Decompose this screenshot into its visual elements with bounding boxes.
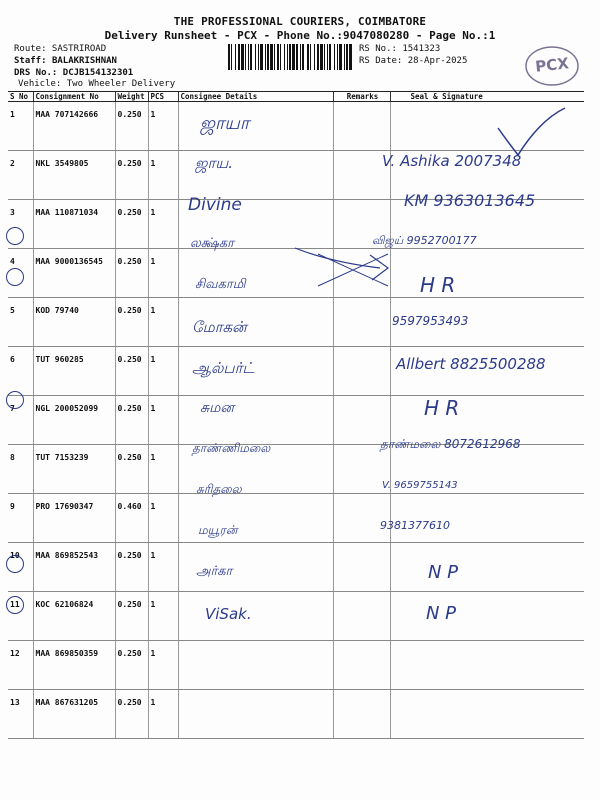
remarks-cell bbox=[333, 690, 390, 739]
sno-cell: 4 bbox=[8, 249, 33, 298]
signature-handwriting: 9381377610 bbox=[380, 519, 450, 532]
table-row bbox=[8, 543, 584, 592]
consignee-handwriting: ஜாய. bbox=[195, 154, 233, 172]
weight-cell: 0.250 bbox=[115, 445, 148, 494]
pcs-cell: 1 bbox=[148, 102, 178, 151]
signature-handwriting: H R bbox=[420, 273, 456, 297]
weight-cell: 0.250 bbox=[115, 249, 148, 298]
drs-value: DCJB154132301 bbox=[62, 68, 134, 78]
row-number-circle bbox=[6, 596, 24, 614]
table-row bbox=[8, 249, 584, 298]
consignee-handwriting: லக்ஷ்கா bbox=[190, 236, 234, 251]
remarks-cell bbox=[333, 249, 390, 298]
sno-cell: 9 bbox=[8, 494, 33, 543]
remarks-cell bbox=[333, 298, 390, 347]
vehicle-text: Vehicle: Two Wheeler Delivery bbox=[18, 79, 176, 89]
col-header-consignment: Consignment No bbox=[33, 92, 115, 102]
pcs-cell: 1 bbox=[148, 298, 178, 347]
consignee-handwriting: சுரிதலை bbox=[196, 482, 242, 496]
pcs-cell: 1 bbox=[148, 200, 178, 249]
consignee-handwriting: மயூரன் bbox=[198, 523, 238, 537]
signature-handwriting: விஜய் 9952700177 bbox=[372, 234, 477, 247]
remarks-cell bbox=[333, 102, 390, 151]
consignment-cell: MAA 9000136545 bbox=[33, 249, 115, 298]
weight-cell: 0.250 bbox=[115, 690, 148, 739]
row-number-circle bbox=[6, 555, 24, 573]
signature-handwriting: H R bbox=[424, 396, 460, 420]
weight-cell: 0.250 bbox=[115, 592, 148, 641]
runsheet-subtitle: Delivery Runsheet - PCX - Phone No.:9047080280 - Page No.:1 bbox=[104, 29, 496, 42]
weight-cell: 0.250 bbox=[115, 200, 148, 249]
staff-line bbox=[14, 55, 117, 67]
signature-handwriting: N P bbox=[426, 603, 457, 624]
consignment-cell: PRO 17690347 bbox=[33, 494, 115, 543]
signature-handwriting: V. 9659755143 bbox=[382, 480, 458, 491]
table-row bbox=[8, 641, 584, 690]
table-row bbox=[8, 102, 584, 151]
consignment-cell: MAA 867631205 bbox=[33, 690, 115, 739]
consignee-cell bbox=[178, 592, 333, 641]
consignment-cell: KOC 62106824 bbox=[33, 592, 115, 641]
signature-cell bbox=[390, 690, 584, 739]
staff-label: Staff: bbox=[14, 56, 52, 66]
signature-handwriting: V. Ashika 2007348 bbox=[382, 152, 522, 170]
pcs-cell: 1 bbox=[148, 543, 178, 592]
consignee-cell bbox=[178, 690, 333, 739]
drs-label: DRS No.: bbox=[14, 68, 63, 78]
weight-cell: 0.250 bbox=[115, 298, 148, 347]
consignment-cell: MAA 707142666 bbox=[33, 102, 115, 151]
signature-cell bbox=[390, 543, 584, 592]
signature-handwriting: 9597953493 bbox=[392, 314, 469, 328]
col-header-signature: Seal & Signature bbox=[390, 92, 584, 102]
consignment-cell: NKL 3549805 bbox=[33, 151, 115, 200]
staff-value: BALAKRISHNAN bbox=[51, 56, 117, 66]
weight-cell: 0.250 bbox=[115, 543, 148, 592]
barcode-image bbox=[228, 44, 352, 70]
table-row bbox=[8, 690, 584, 739]
sno-cell: 7 bbox=[8, 396, 33, 445]
row-number-circle bbox=[6, 391, 24, 409]
weight-cell: 0.250 bbox=[115, 151, 148, 200]
weight-cell: 0.250 bbox=[115, 347, 148, 396]
col-header-sno: S No bbox=[8, 92, 33, 102]
consignment-cell: TUT 7153239 bbox=[33, 445, 115, 494]
consignee-handwriting: ஜாயா bbox=[200, 113, 250, 134]
route-text: Route: SASTRIROAD bbox=[14, 44, 107, 54]
remarks-cell bbox=[333, 494, 390, 543]
signature-cell bbox=[390, 102, 584, 151]
signature-handwriting: தாண்மலை 8072612968 bbox=[380, 437, 521, 451]
consignment-cell: MAA 869852543 bbox=[33, 543, 115, 592]
weight-cell: 0.250 bbox=[115, 396, 148, 445]
remarks-cell bbox=[333, 641, 390, 690]
consignee-handwriting: சிவகாமி bbox=[195, 277, 246, 292]
signature-handwriting: KM 9363013645 bbox=[404, 191, 536, 210]
consignee-cell bbox=[178, 641, 333, 690]
company-title: THE PROFESSIONAL COURIERS, COIMBATORE bbox=[173, 15, 427, 28]
consignee-handwriting: ஆல்பர்ட் bbox=[192, 359, 255, 377]
stamp-label: PCX bbox=[534, 54, 570, 76]
consignee-handwriting: சுமன bbox=[200, 400, 234, 416]
remarks-cell bbox=[333, 543, 390, 592]
consignment-cell: MAA 110871034 bbox=[33, 200, 115, 249]
consignee-handwriting: Divine bbox=[188, 195, 242, 215]
sno-cell: 11 bbox=[8, 592, 33, 641]
signature-handwriting: Allbert 8825500288 bbox=[396, 355, 546, 373]
col-header-weight: Weight bbox=[115, 92, 148, 102]
consignment-table bbox=[8, 91, 584, 739]
sno-cell: 12 bbox=[8, 641, 33, 690]
consignee-handwriting: அர்கா bbox=[196, 564, 233, 579]
col-header-consignee: Consignee Details bbox=[178, 92, 333, 102]
signature-cell bbox=[390, 592, 584, 641]
consignee-handwriting: தாண்ணிமலை bbox=[192, 441, 271, 455]
sno-cell: 5 bbox=[8, 298, 33, 347]
pcs-cell: 1 bbox=[148, 445, 178, 494]
pcs-cell: 1 bbox=[148, 641, 178, 690]
remarks-cell bbox=[333, 592, 390, 641]
table-row bbox=[8, 298, 584, 347]
col-header-pcs: PCS bbox=[148, 92, 178, 102]
consignment-cell: NGL 200052099 bbox=[33, 396, 115, 445]
sno-cell: 13 bbox=[8, 690, 33, 739]
weight-cell: 0.250 bbox=[115, 102, 148, 151]
weight-cell: 0.460 bbox=[115, 494, 148, 543]
consignment-cell: KOD 79740 bbox=[33, 298, 115, 347]
sno-cell: 6 bbox=[8, 347, 33, 396]
consignee-handwriting: மோகன் bbox=[192, 318, 247, 336]
table-header-row bbox=[8, 92, 584, 102]
signature-cell bbox=[390, 494, 584, 543]
signature-handwriting: N P bbox=[428, 562, 459, 583]
sno-cell: 3 bbox=[8, 200, 33, 249]
pcs-cell: 1 bbox=[148, 249, 178, 298]
rs-date: RS Date: 28-Apr-2025 bbox=[359, 56, 468, 66]
sno-cell: 2 bbox=[8, 151, 33, 200]
weight-cell: 0.250 bbox=[115, 641, 148, 690]
sno-cell: 8 bbox=[8, 445, 33, 494]
pcs-cell: 1 bbox=[148, 690, 178, 739]
remarks-cell bbox=[333, 347, 390, 396]
pcs-cell: 1 bbox=[148, 592, 178, 641]
col-header-remarks: Remarks bbox=[333, 92, 390, 102]
pcx-stamp bbox=[523, 44, 581, 88]
signature-cell bbox=[390, 641, 584, 690]
table-row bbox=[8, 494, 584, 543]
row-number-circle bbox=[6, 227, 24, 245]
consignment-cell: TUT 960285 bbox=[33, 347, 115, 396]
pcs-cell: 1 bbox=[148, 494, 178, 543]
sno-cell: 10 bbox=[8, 543, 33, 592]
row-number-circle bbox=[6, 268, 24, 286]
consignment-cell: MAA 869850359 bbox=[33, 641, 115, 690]
sno-cell: 1 bbox=[8, 102, 33, 151]
table-row bbox=[8, 592, 584, 641]
pcs-cell: 1 bbox=[148, 151, 178, 200]
rs-number: RS No.: 1541323 bbox=[359, 44, 441, 54]
pcs-cell: 1 bbox=[148, 347, 178, 396]
pcs-cell: 1 bbox=[148, 396, 178, 445]
consignee-handwriting: ViSak. bbox=[205, 605, 252, 623]
